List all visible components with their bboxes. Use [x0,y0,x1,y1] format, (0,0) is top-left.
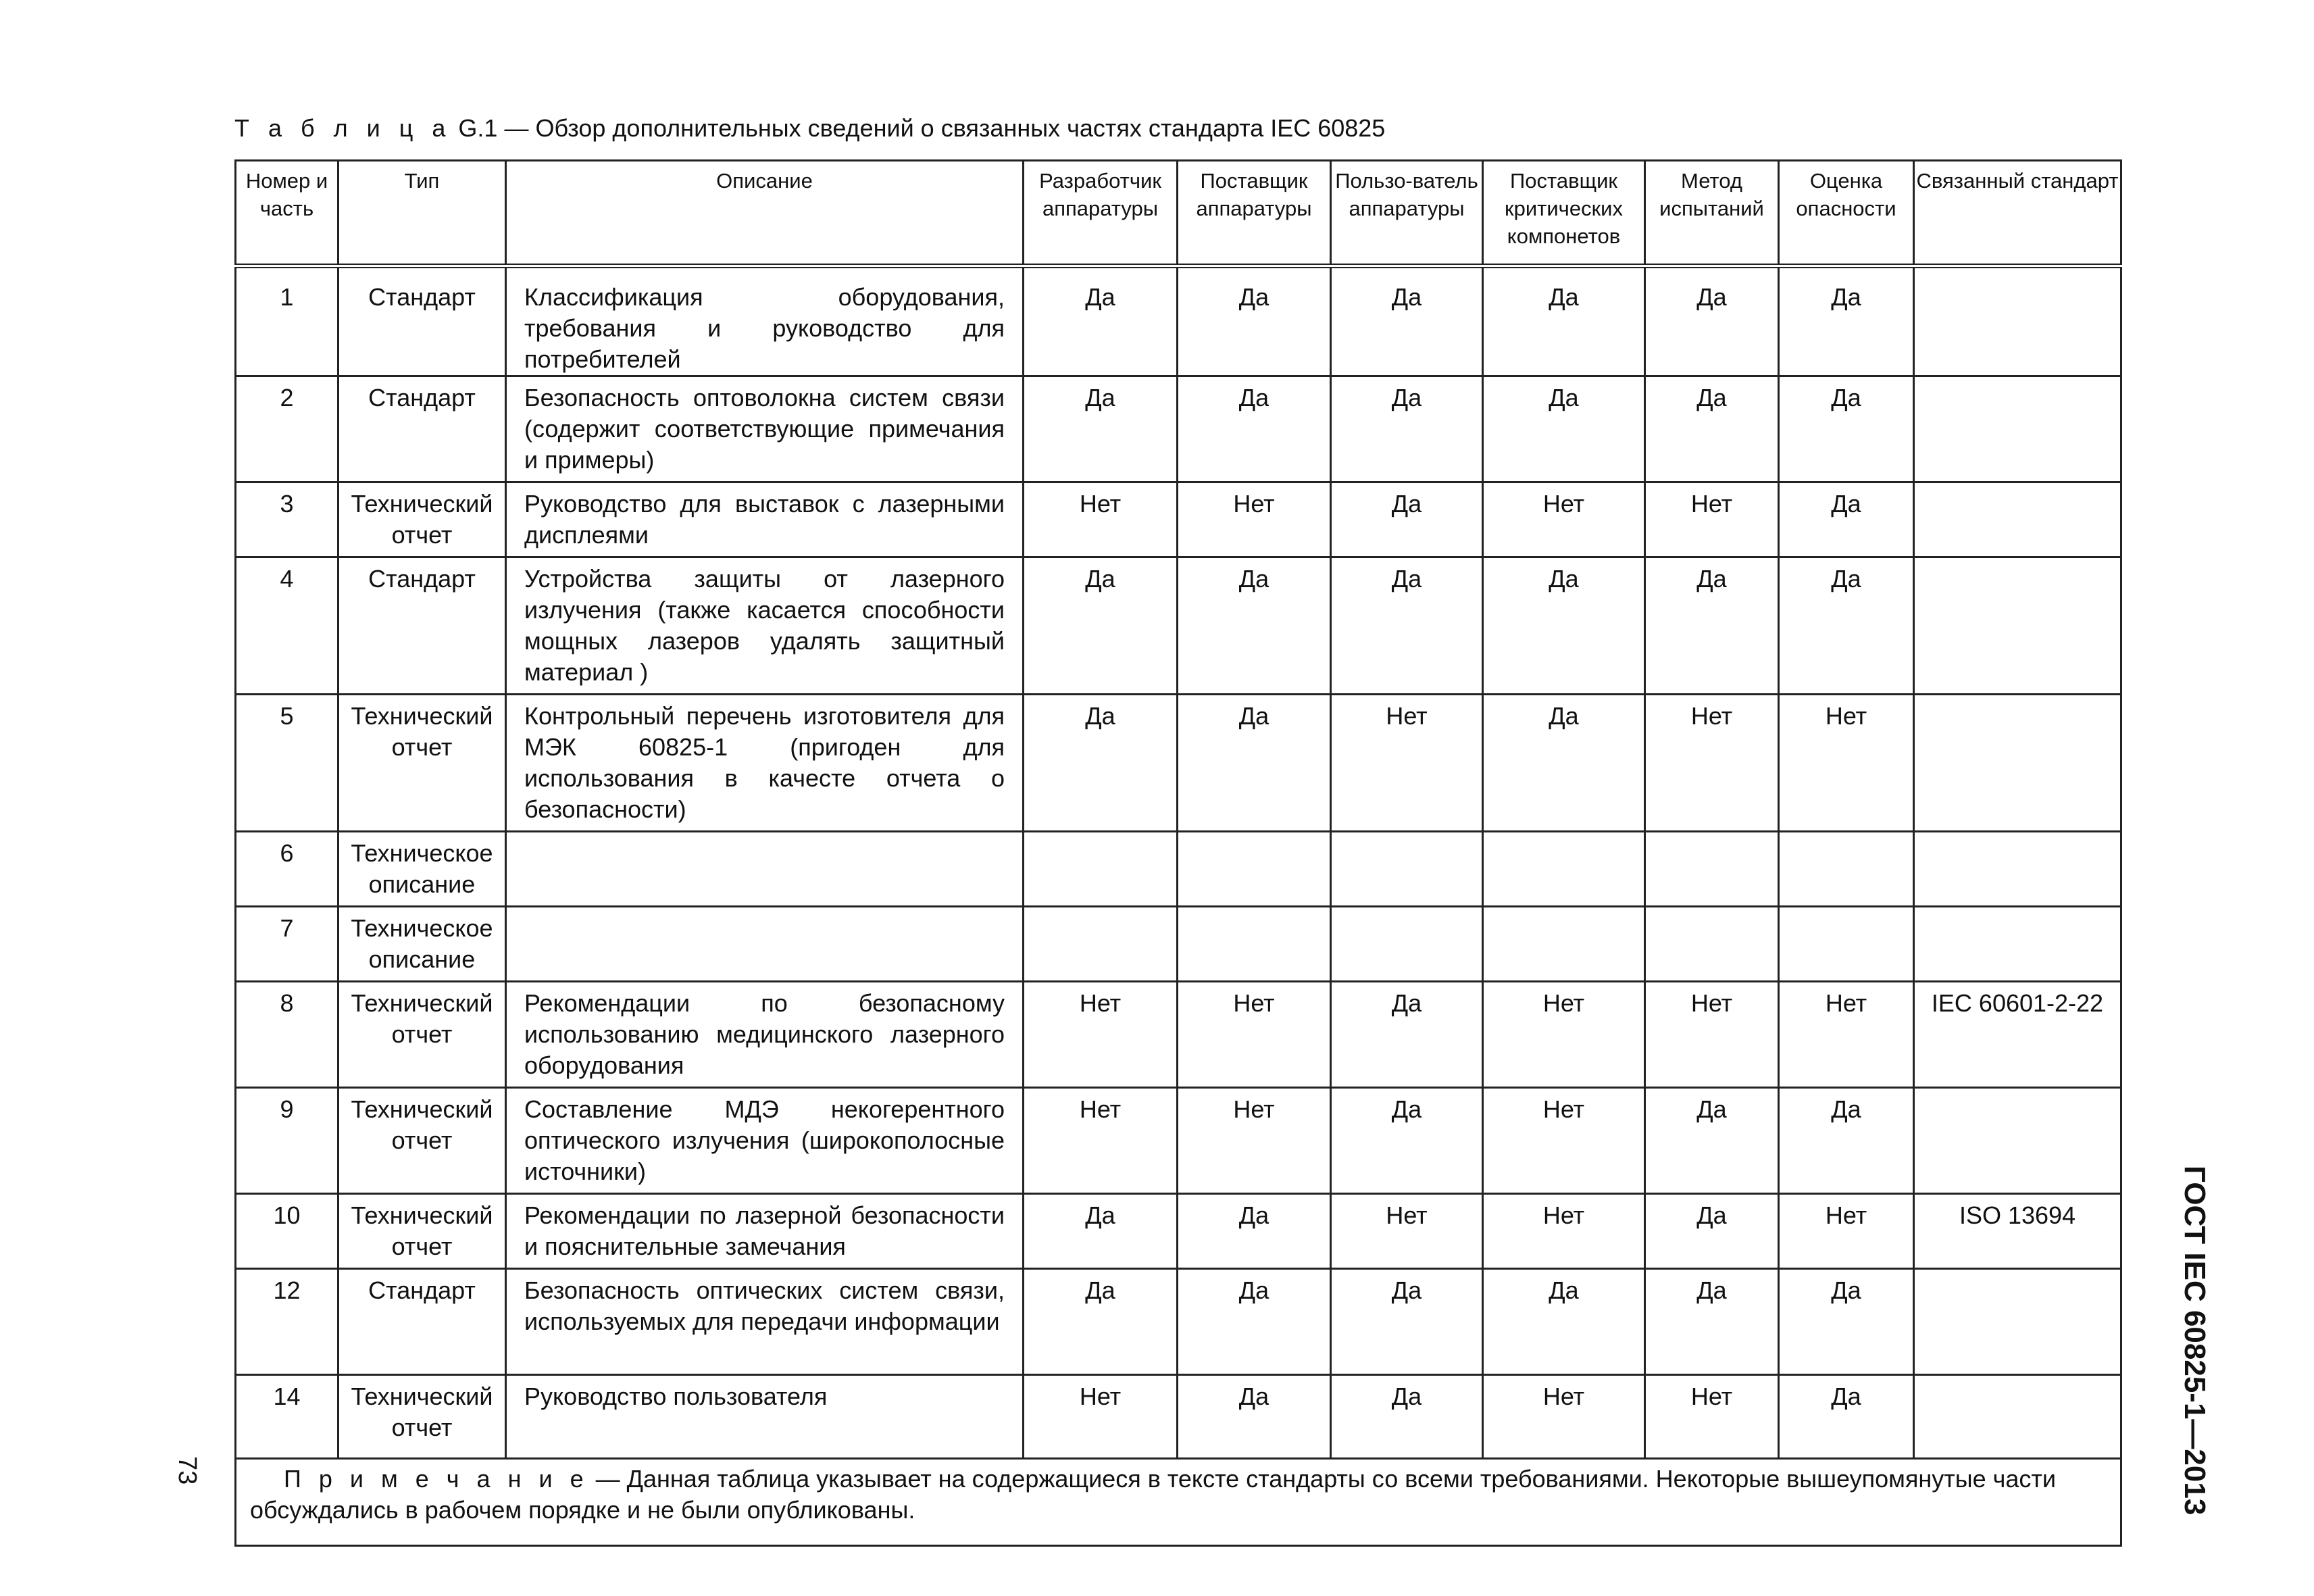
cell-number: 14 [236,1375,338,1459]
cell-description: Безопасность оптоволокна систем связи (содержит соответствующие примечания и примеры) [506,376,1024,482]
table-row [236,1269,2121,1375]
cell-related-standard: IEC 60601-2-22 [1914,982,2121,1088]
cell-critical-supplier [1483,832,1645,907]
cell-related-standard [1914,557,2121,695]
table-container [234,159,2120,1547]
cell-type: Технический отчет [338,982,506,1088]
cell-supplier: Да [1178,266,1331,376]
table-row [236,376,2121,482]
cell-description: Контрольный перечень изготовителя для МЭК 60825-1 (пригоден для использования в качесте отчета о безопасности) [506,695,1024,832]
cell-risk-assessment: Нет [1779,1194,1914,1269]
cell-description [506,907,1024,982]
cell-developer: Да [1024,266,1178,376]
cell-type: Технический отчет [338,695,506,832]
header-equipment-user: Пользо-ватель аппаратуры [1331,161,1483,266]
cell-user: Да [1331,482,1483,557]
cell-description: Рекомендации по безопасному использованию медицинского лазерного оборудования [506,982,1024,1088]
cell-description [506,832,1024,907]
table-row [236,266,2121,376]
cell-type: Технический отчет [338,1194,506,1269]
table-row [236,695,2121,832]
cell-test-method: Да [1645,266,1779,376]
cell-user: Да [1331,266,1483,376]
cell-supplier: Да [1178,1375,1331,1459]
cell-test-method: Нет [1645,982,1779,1088]
cell-related-standard [1914,266,2121,376]
cell-test-method: Да [1645,1269,1779,1375]
cell-type: Стандарт [338,557,506,695]
table-row [236,832,2121,907]
cell-related-standard [1914,695,2121,832]
note-row [236,1459,2121,1546]
header-description: Описание [506,161,1024,266]
cell-supplier: Да [1178,695,1331,832]
cell-related-standard [1914,832,2121,907]
cell-user: Да [1331,557,1483,695]
cell-number: 4 [236,557,338,695]
cell-description: Безопасность оптических систем связи, используемых для передачи информации [506,1269,1024,1375]
cell-test-method: Нет [1645,1375,1779,1459]
cell-supplier [1178,907,1331,982]
cell-risk-assessment: Да [1779,482,1914,557]
cell-user: Нет [1331,695,1483,832]
cell-critical-supplier: Нет [1483,982,1645,1088]
cell-test-method: Да [1645,1088,1779,1194]
cell-critical-supplier: Нет [1483,482,1645,557]
table-row [236,1088,2121,1194]
cell-type: Техническое описание [338,907,506,982]
cell-related-standard [1914,907,2121,982]
cell-type: Техническое описание [338,832,506,907]
cell-developer [1024,832,1178,907]
document-standard-title [2153,1166,2232,1517]
cell-supplier: Нет [1178,1088,1331,1194]
cell-risk-assessment: Да [1779,266,1914,376]
cell-developer: Нет [1024,1088,1178,1194]
table-row [236,1375,2121,1459]
cell-developer [1024,907,1178,982]
cell-critical-supplier: Да [1483,266,1645,376]
cell-type: Стандарт [338,1269,506,1375]
cell-supplier: Нет [1178,982,1331,1088]
cell-related-standard [1914,376,2121,482]
cell-critical-supplier: Нет [1483,1088,1645,1194]
cell-developer: Нет [1024,1375,1178,1459]
page-number-text: 73 [173,1456,201,1485]
header-test-method: Метод испытаний [1645,161,1779,266]
cell-critical-supplier: Да [1483,376,1645,482]
cell-test-method: Да [1645,1194,1779,1269]
cell-type: Стандарт [338,266,506,376]
cell-type: Технический отчет [338,1375,506,1459]
cell-supplier: Да [1178,1194,1331,1269]
cell-risk-assessment: Да [1779,1088,1914,1194]
table-row [236,982,2121,1088]
cell-supplier: Нет [1178,482,1331,557]
table-row [236,907,2121,982]
cell-related-standard [1914,1088,2121,1194]
cell-critical-supplier: Да [1483,557,1645,695]
header-critical-component-supplier: Поставщик критических компонетов [1483,161,1645,266]
cell-user [1331,907,1483,982]
cell-developer: Нет [1024,982,1178,1088]
cell-number: 8 [236,982,338,1088]
note-label: П р и м е ч а н и е [284,1465,589,1493]
cell-supplier [1178,832,1331,907]
cell-risk-assessment: Нет [1779,982,1914,1088]
header-risk-assessment: Оценка опасности [1779,161,1914,266]
header-equipment-supplier: Поставщик аппаратуры [1178,161,1331,266]
cell-description: Руководство для выставок с лазерными дисплеями [506,482,1024,557]
cell-supplier: Да [1178,1269,1331,1375]
caption-label: Т а б л и ц а [234,114,452,142]
cell-user: Да [1331,1088,1483,1194]
cell-user: Нет [1331,1194,1483,1269]
cell-user: Да [1331,376,1483,482]
cell-test-method [1645,907,1779,982]
cell-risk-assessment [1779,832,1914,907]
cell-type: Технический отчет [338,482,506,557]
cell-test-method [1645,832,1779,907]
cell-number: 1 [236,266,338,376]
cell-critical-supplier: Нет [1483,1375,1645,1459]
cell-risk-assessment: Да [1779,1269,1914,1375]
cell-developer: Нет [1024,482,1178,557]
note-text: — Данная таблица указывает на содержащиеся в тексте стандарты со всеми требованиями. Некоторые вышеупомянутые части обсуждались в рабочем порядке и не были опубликованы. [250,1465,2057,1524]
cell-critical-supplier: Да [1483,695,1645,832]
cell-number: 9 [236,1088,338,1194]
cell-related-standard: ISO 13694 [1914,1194,2121,1269]
cell-user: Да [1331,1375,1483,1459]
cell-number: 2 [236,376,338,482]
cell-description: Классификация оборудования, требования и руководство для потребителей [506,266,1024,376]
cell-developer: Да [1024,1269,1178,1375]
cell-risk-assessment: Да [1779,1375,1914,1459]
cell-risk-assessment: Да [1779,376,1914,482]
cell-related-standard [1914,1269,2121,1375]
cell-critical-supplier: Да [1483,1269,1645,1375]
cell-user [1331,832,1483,907]
cell-type: Технический отчет [338,1088,506,1194]
cell-user: Да [1331,1269,1483,1375]
table-row [236,1194,2121,1269]
page-number [173,1456,204,1503]
cell-description: Составление МДЭ некогерентного оптического излучения (широкополосные источники) [506,1088,1024,1194]
cell-test-method: Нет [1645,695,1779,832]
cell-number: 10 [236,1194,338,1269]
cell-developer: Да [1024,376,1178,482]
cell-related-standard [1914,1375,2121,1459]
cell-user: Да [1331,982,1483,1088]
cell-critical-supplier: Нет [1483,1194,1645,1269]
table-caption [234,114,1385,143]
cell-developer: Да [1024,695,1178,832]
header-row [236,161,2121,266]
cell-test-method: Да [1645,557,1779,695]
header-related-standard: Связанный стандарт [1914,161,2121,266]
cell-number: 3 [236,482,338,557]
cell-supplier: Да [1178,376,1331,482]
parts-table [234,159,2122,1547]
table-row [236,482,2121,557]
cell-number: 6 [236,832,338,907]
table-row [236,557,2121,695]
header-number: Номер и часть [236,161,338,266]
cell-risk-assessment: Нет [1779,695,1914,832]
cell-supplier: Да [1178,557,1331,695]
cell-type: Стандарт [338,376,506,482]
cell-risk-assessment [1779,907,1914,982]
standard-title-text: ГОСТ IEC 60825-1—2013 [2178,1166,2211,1516]
cell-test-method: Нет [1645,482,1779,557]
cell-developer: Да [1024,1194,1178,1269]
cell-test-method: Да [1645,376,1779,482]
cell-related-standard [1914,482,2121,557]
cell-number: 12 [236,1269,338,1375]
cell-risk-assessment: Да [1779,557,1914,695]
header-equipment-developer: Разработчик аппаратуры [1024,161,1178,266]
table-note [236,1459,2121,1546]
cell-developer: Да [1024,557,1178,695]
cell-number: 7 [236,907,338,982]
caption-text: G.1 — Обзор дополнительных сведений о связанных частях стандарта IEC 60825 [458,114,1386,142]
cell-description: Устройства защиты от лазерного излучения (также касается способности мощных лазеров удалять защитный материал ) [506,557,1024,695]
cell-description: Руководство пользователя [506,1375,1024,1459]
header-type: Тип [338,161,506,266]
cell-critical-supplier [1483,907,1645,982]
note-content [250,1464,2107,1526]
cell-number: 5 [236,695,338,832]
cell-description: Рекомендации по лазерной безопасности и пояснительные замечания [506,1194,1024,1269]
